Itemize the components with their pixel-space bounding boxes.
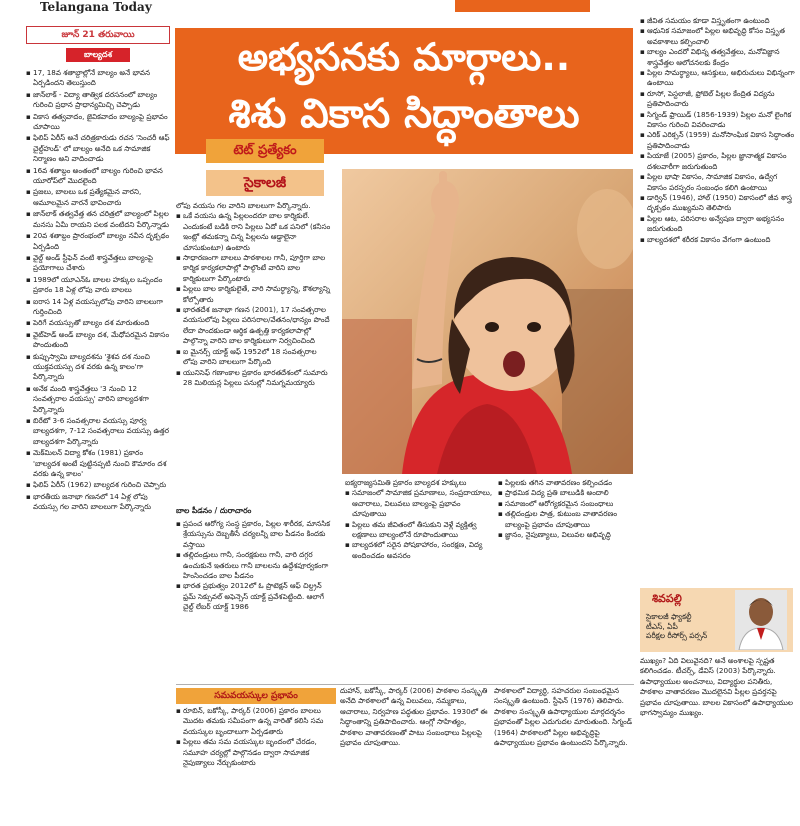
headline-line2: శిశు వికాస సిద్ధాంతాలు xyxy=(228,91,580,137)
column-two-bullet: ▪ సమాజంలో సామాజిక ప్రమాణాలు, సంప్రదాయాలు, ఆచారాలు, విలువలు బాల్యంపై ప్రభావం చూపుతాయి xyxy=(345,488,495,519)
middle-intro: లోపు వయసు గల వారిని బాలలుగా పేర్కొన్నారు. xyxy=(176,201,311,210)
author-role1: సైకాలజీ ఫ్యాకల్టీ xyxy=(646,612,692,621)
right-paragraph: ▪ పిల్లల ఆట, పరిసరాల అన్వేషణ ద్వారా అభ్యసనం జరుగుతుంది xyxy=(640,214,796,235)
right-paragraph: ▪ పియాజే (2005) ప్రకారం, పిల్లల జ్ఞానాత్మక వికాసం దశలవారీగా జరుగుతుంది xyxy=(640,151,796,172)
right-paragraph: ▪ ఆధునిక సమాజంలో పిల్లల అభివృద్ధి కోసం విస్తృత అవకాశాలు కల్పించాలి xyxy=(640,26,796,47)
left-bullet: ▪ పెరిగే వయస్సుతో బాల్యం దశ మారుతుంది xyxy=(26,318,170,328)
headline-block xyxy=(175,28,633,154)
left-bullet: ▪ మెక్‌మిలన్ విద్యా కోశం (1981) ప్రకారం 'బాల్యదశ అంటే పుట్టినప్పటి నుంచి కౌమారం దశ వరకు ఉన్న కాలం' xyxy=(26,448,170,479)
column-three xyxy=(498,478,635,612)
middle-bullet: ▪ పిల్లలు బాల కార్మికులైతే, వారి సామర్థ్యాన్ని, కౌశల్యాన్ని కోల్పోతారు xyxy=(176,284,333,305)
right-paragraph: ▪ రూసో, పెస్టలాజీ, ఫ్రోబెల్ పిల్లల కేంద్రిత విద్యను ప్రతిపాదించారు xyxy=(640,89,796,110)
peer-section-col2 xyxy=(340,686,490,824)
right-paragraph: ▪ డార్విన్ (1946), హాల్ (1950) వికాసంలో జీవ శాస్త్ర దృక్పథం ముఖ్యమని తెలిపారు xyxy=(640,193,796,214)
left-bullet: ▪ బిరేటో 3-6 సంవత్సరాల వయస్సు పూర్వ బాల్యదశగా, 7-12 సంవత్సరాలు వయస్సు ఉత్తర బాల్యదశగా పేర్కొన్నారు xyxy=(26,416,170,447)
author-role2: టీఎస్, ఏపీ xyxy=(646,621,678,631)
left-bullet: ▪ 20వ శతాబ్దం ప్రారంభంలో బాల్యం నవీన దృక్పథం ఏర్పడింది xyxy=(26,231,170,252)
left-bullet: ▪ 17, 18వ శతాబ్దాల్లోనే బాల్యం అనే భావన ఏర్పడిందని తెలుస్తుంది xyxy=(26,68,170,89)
left-bullet: ▪ ఫిలిప్ ఏరీస్ (1962) బాల్యదశ గురించి చెప్పారు xyxy=(26,480,170,490)
right-paragraph: ▪ బాల్యం ఎందరో విభిన్న తత్వవేత్తలు, మనోవిజ్ఞాన శాస్త్రవేత్తల ఆలోచనలకు కేంద్రం xyxy=(640,47,796,68)
left-bullet: ▪ జాన్‌లాక్ - విద్యా తాత్విక దరసనంలో బాల్యం గురించి ప్రధాన ప్రాధాన్యమిచ్చి చెప్పాడు xyxy=(26,90,170,111)
author-name: శివపల్లి xyxy=(652,592,682,605)
peer-bullet: ▪ పిల్లలు తమ సమ వయస్కుల బృందంలో చేరడం, సమూహ చర్యల్లో పాల్గొనడం ద్వారా సామాజిక నైపుణ్యాలు నేర్చుకుంటారు xyxy=(176,737,336,768)
author-box xyxy=(640,588,793,652)
column-three-bullet: ▪ సమాజంలో ఆరోగ్యకరమైన సంబంధాలు xyxy=(498,499,635,509)
left-bullet: ▪ ఐరాస 14 ఏళ్ల వయస్సులోపు వారిని బాలలుగా గుర్తించింది xyxy=(26,297,170,318)
column-three-bullet: ▪ ప్రాథమిక విద్య ప్రతి బాలుడికి అందాలి xyxy=(498,488,635,498)
masthead-title: Telangana Today xyxy=(40,0,152,14)
middle-bullet: ▪ ఒకే వయసు ఉన్న పిల్లలందరూ బాల కార్మికులే. ఎందుకంటే బడికి రాని పిల్లలు ఏదో ఒక పనిలో (కనీసం ఇంట్లో తమకన్నా చిన్న పిల్లలను ఆడ్డాలైనా చూసుకుంటూ) ఉంటారు xyxy=(176,211,333,253)
middle-bullet: ▪ యునిసెఫ్ గణాంకాల ప్రకారం భారతదేశంలో సుమారు 28 మిలియన్ల పిల్లలు పనుల్లో నిమగ్నమయ్యారు xyxy=(176,368,333,389)
column-three-bullets xyxy=(498,478,635,540)
left-bullet: ▪ 1989లో యూఎన్‌ఓ బాలల హక్కుల ఒప్పందం ప్రకారం 18 ఏళ్ల లోపు వారు బాలలు xyxy=(26,275,170,296)
left-bullet: ▪ ప్రజలు, బాలలు ఒక ప్రత్యేకమైన వారని, ఆమూలమైన వారనే భావించారు xyxy=(26,187,170,208)
left-bullet: ▪ భారతీయ జనాభా గణనలో 14 ఏళ్ల లోపు వయస్సు గల వారిని బాలలుగా పేర్కొన్నారు xyxy=(26,492,170,513)
abuse-bullet: ▪ భారత ప్రభుత్వం 2012లో ఓ ప్రొటెక్షన్ ఆఫ్ చిల్డ్రన్ ఫ్రమ్ సెక్సువల్ అఫెన్సెస్ యాక్ట్ ప్రవేశపెట్టింది. ఆలాగే చైల్డ్ లేబర్ యాక్ట్ 1986 xyxy=(176,581,333,612)
author-role3: పరీక్షల రీసోర్స్ పర్సన్ xyxy=(646,631,708,640)
continuation-date: జూన్ 21 తరువాయి xyxy=(26,26,170,44)
column-two xyxy=(345,478,495,684)
peer-section-title: సమవయస్కుల ప్రభావం xyxy=(176,688,336,704)
peer-bullet: ▪ రూబిన్, బకోస్కీ, పార్కర్ (2006) ప్రకారం బాలలు మొదట తమకు సమీపంగా ఉన్న వారితో కలిసి సమ వయస్కుల బృందాలుగా ఏర్పడతారు xyxy=(176,706,336,737)
left-bullet: ▪ వికాస తత్వవాదం, జైవికవాదం బాల్యంపై ప్రభావం చూపాయి xyxy=(26,112,170,133)
right-paragraphs xyxy=(640,16,796,245)
peer-col2-text: దుహాన్, బకోస్కీ, పార్కర్ (2006) పాఠశాల సంస్కృతి అనేది పాఠశాలలో ఉన్న విలువలు, నమ్మకాలు, ఆచారాలు, నిర్వహణ పద్ధతుల ప్రభావం. 1930లో ఈ సిద్ధాంతాన్ని ప్రతిపాదించారు. ఆంగ్లో సాహిత్యం, పాఠశాల వాతావరణంతో పాటు సంబంధాలు పిల్లలపై ప్రభావం చూపుతాయి. xyxy=(340,686,488,748)
right-paragraph: ▪ బాల్యదశలో శరీరక వికాసం వేగంగా ఉంటుంది xyxy=(640,235,796,245)
right-paragraph: ▪ ఎరిక్ ఎరిక్సన్ (1959) మనోసాంఘిక వికాస సిద్ధాంతం ప్రతిపాదించాడు xyxy=(640,130,796,151)
divider xyxy=(176,684,634,685)
column-two-intro: ఐక్యరాజ్యసమితి ప్రకారం బాల్యదశ హక్కులు xyxy=(345,478,467,487)
column-two-bullets xyxy=(345,488,495,561)
left-bullet: ▪ కుప్పుస్వామి బాల్యదశను 'శైశవ దశ నుంచి యుక్తవయస్సు దశ వరకు ఉన్న కాలం'గా పేర్కొన్నారు xyxy=(26,352,170,383)
peer-bullets xyxy=(176,706,336,768)
middle-bullet: ▪ భారతదేశ జనాభా గణన (2001), 17 సంవత్సరాల వయసులోపు పిల్లలు పరిసరాల/వేతనం/ధాన్యం పొందే లేదా పొందకుండా ఆర్థిక ఉత్పత్తి కార్యకలాపాల్లో పాల్గొన్నా వారిని బాల కార్మికులుగా నిర్వచించింది xyxy=(176,305,333,347)
column-three-bullet: ▪ తల్లిదండ్రుల పాత్ర, కుటుంబ వాతావరణం బాల్యంపై ప్రభావం చూపుతాయి xyxy=(498,509,635,530)
left-bullet: ▪ వైల్డ్ అండ్ స్టీఫెన్ వంటి శాస్త్రవేత్తలు బాల్యంపై ప్రయోగాలు చేశారు xyxy=(26,253,170,274)
abuse-label: బాల పీడనం / దురాచారం xyxy=(176,506,252,515)
abuse-bullet: ▪ ప్రపంచ ఆరోగ్య సంస్థ ప్రకారం, పిల్లల శారీరక, మానసిక శ్రేయస్సును దెబ్బతీసే చర్యలన్నీ బాల పీడనం కిందకు వస్తాయి xyxy=(176,519,333,550)
right-paragraph: ▪ జీవిత సమయం కూడా విస్తృతంగా ఉంటుంది xyxy=(640,16,796,26)
avatar xyxy=(735,590,787,650)
column-two-bullet: ▪ పిల్లలు తమ జీవితంలో తీసుకుని వెళ్లే వ్యక్తిత్వ లక్షణాలు బాల్యంలోనే రూపొందుతాయి xyxy=(345,520,495,541)
left-bullet: ▪ అనేక మంది శాస్త్రవేత్తలు '3 నుంచి 12 సంవత్సరాల వయస్సు' వారిని బాల్యదశగా పేర్కొన్నారు xyxy=(26,384,170,415)
peer-col3-text: పాఠశాలలో విద్యార్థి, సహచరుల సంబంధమైన సంస్కృతి ఉంటుంది. స్టీఫెన్ (1976) తెలిపారు. పాఠశాల సంస్కృతి ఉపాధ్యాయుల మార్గదర్శనం ప్రభావంతో పిల్లల ఎదుగుదల మారుతుంది. సిగ్మండ్ (1964) పాఠశాలలో పిల్లల అభివృద్ధిపై ఉపాధ్యాయుల ప్రభావం ఉంటుందని పేర్కొన్నారు. xyxy=(494,686,633,748)
subject-label: సైకాలజీ xyxy=(206,170,324,196)
abuse-bullet: ▪ తల్లిదండ్రులు గానీ, సంరక్షకులు గానీ, వారి దగ్గర ఉంచుకునే ఇతరులు గానీ బాలలను ఉద్దేశపూర్వకంగా హింసించడం బాల పీడనం xyxy=(176,550,333,581)
headline-line1: అభ్యసనకు మార్గాలు.. xyxy=(237,35,571,79)
peer-section-col1 xyxy=(176,706,336,824)
left-bullet: ▪ జాన్‌లాక్ తత్వవేత్త తన చరిత్రలో బాల్యంలో పిల్లల మనసు ఏమీ రాయని పలక వంటిదని పేర్కొన్నాడు xyxy=(26,209,170,230)
abuse-section xyxy=(176,504,333,682)
left-column xyxy=(26,26,170,822)
author-portrait xyxy=(735,590,787,650)
abuse-bullets xyxy=(176,519,333,613)
right-paragraph: ▪ పిల్లల సామర్థ్యాలు, ఆసక్తులు, అభిరుచులు విభిన్నంగా ఉంటాయి xyxy=(640,68,796,89)
right-column xyxy=(640,16,796,586)
column-three-bullet: ▪ జ్ఞానం, నైపుణ్యాలు, విలువల అభివృద్ధి xyxy=(498,530,635,540)
author-credentials xyxy=(646,612,707,641)
middle-bullets xyxy=(176,211,333,388)
peer-col4-text: ముఖ్యం? ఏది విలువైనది? అనే అంశాలపై స్పష్టత కలిగించడం. టీచర్స్, డేవిస్ (2003) పేర్కొన్నారు. ఉపాధ్యాయుల అంచనాలు, విద్యార్థుల పనితీరు, పాఠశాల వాతావరణం మొదలైనవి పిల్లల ప్రవర్తనపై ప్రభావం చూపుతాయి. బాలల వికాసంలో ఉపాధ్యాయుల భాగస్వామ్యం ముఖ్యం. xyxy=(640,656,793,718)
left-bullet: ▪ వైట్‌హెడ్ అండ్ బాల్యం దశ, మేధోపరమైన వికాసం పొందుతుంది xyxy=(26,330,170,351)
middle-bullet: ▪ ఐ మైనర్స్ యాక్ట్ ఆఫ్ 1952లో 18 సంవత్సరాల లోపు వారిని బాలలుగా పేర్కొంది xyxy=(176,347,333,368)
child-photo-illustration xyxy=(342,169,633,474)
column-three-bullet: ▪ పిల్లలకు తగిన వాతావరణం కల్పించడం xyxy=(498,478,635,488)
masthead-banner xyxy=(455,0,590,12)
child-photo xyxy=(342,169,633,474)
middle-text xyxy=(176,201,333,501)
peer-section-col3 xyxy=(494,686,634,824)
column-two-bullet: ▪ బాల్యదశలో సరైన పోషకాహారం, సంరక్షణ, విద్య అందించడం అవసరం xyxy=(345,540,495,561)
left-bullet: ▪ ఫిలిప్ ఏరీస్ అనే చరిత్రకారుడు రచన 'సెంచరీ ఆఫ్ చైల్డ్‌హుడ్' లో బాల్యం అనేది ఒక సామాజిక నిర్మాణం అని వాదించాడు xyxy=(26,133,170,164)
middle-bullet: ▪ సాధారణంగా బాలలు పాఠశాలల గానీ, పూర్తిగా బాల కార్మిక కార్యకలాపాల్లో పాల్గొంటే వారిని బాల కార్మికులుగా పేర్కొంటారు xyxy=(176,253,333,284)
right-paragraph: ▪ సిగ్మండ్ ఫ్రాయిడ్ (1856-1939) పిల్లల మనో లైంగిక వికాసం గురించి వివరించాడు xyxy=(640,110,796,131)
left-bullets xyxy=(26,68,170,513)
peer-section-col4 xyxy=(640,656,796,824)
section-tag: బాల్యదశ xyxy=(66,48,130,62)
kicker-label: టెట్ ప్రత్యేకం xyxy=(206,139,324,163)
left-bullet: ▪ 16వ శతాబ్దం అంతంలో బాల్యం గురించి భావన యూరోప్‌లో మొదలైంది xyxy=(26,166,170,187)
right-paragraph: ▪ పిల్లల భాషా వికాసం, సామాజిక వికాసం, ఉద్వేగ వికాసం పరస్పరం సంబంధం కలిగి ఉంటాయి xyxy=(640,172,796,193)
